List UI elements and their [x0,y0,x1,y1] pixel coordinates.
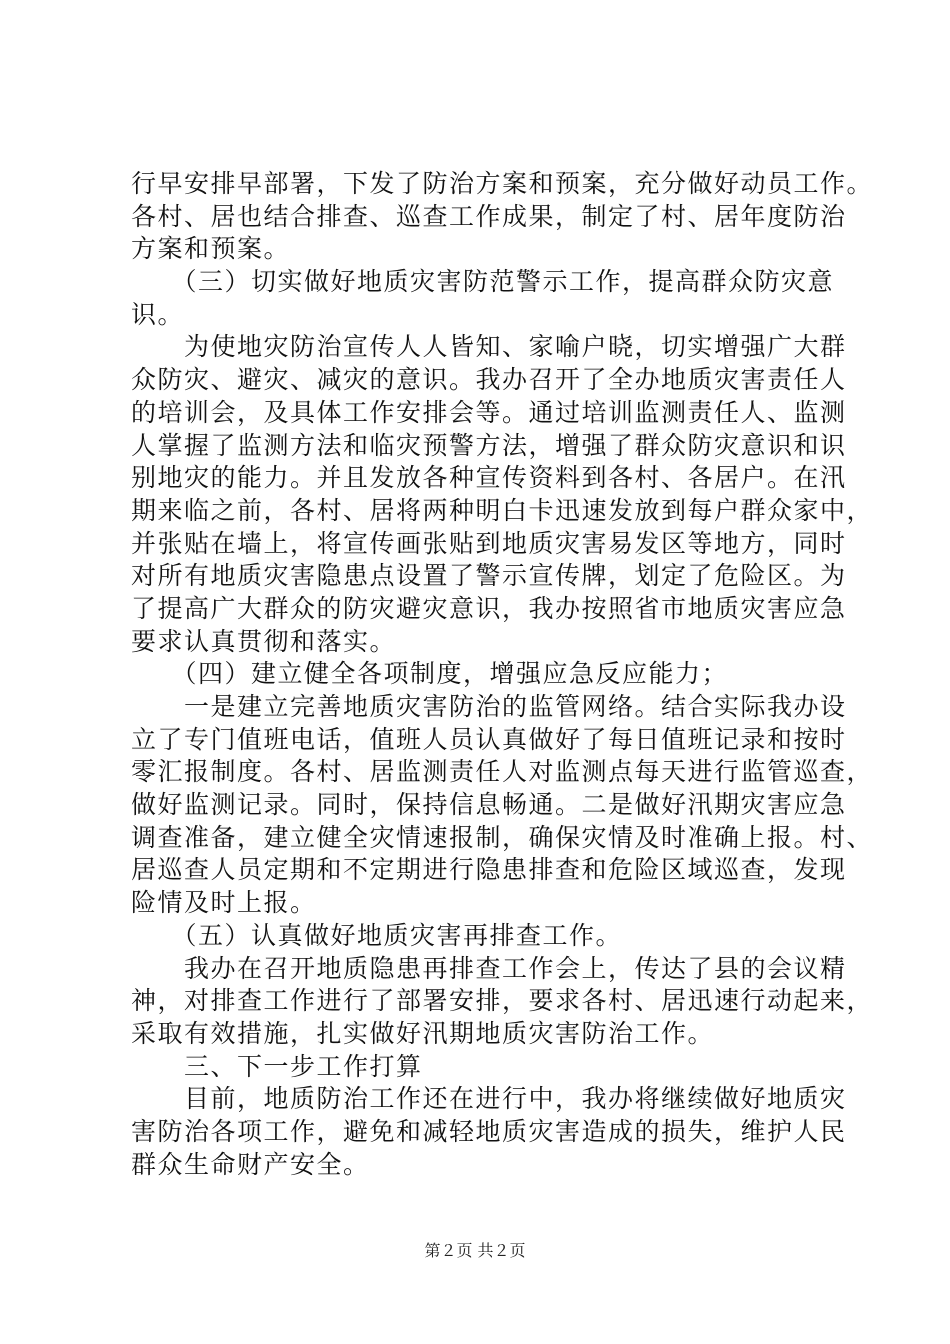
text-line: 做好监测记录。同时，保持信息畅通。二是做好汛期灾害应急 [131,790,847,820]
text-line: 各村、居也结合排查、巡查工作成果，制定了村、居年度防治 [131,201,847,231]
page-number-footer: 第２页 共２页 [424,1241,526,1260]
section-heading-next-steps: 三、下一步工作打算 [131,1051,423,1081]
text-line: 居巡查人员定期和不定期进行隐患排查和危险区域巡查，发现 [131,855,847,885]
section-heading-5: （五）认真做好地质灾害再排查工作。 [131,920,623,950]
text-line: 零汇报制度。各村、居监测责任人对监测点每天进行监管巡查， [131,757,874,787]
text-line: 方案和预案。 [131,234,291,264]
text-line: 期来临之前，各村、居将两种明白卡迅速发放到每户群众家中， [131,495,874,525]
text-line: 人掌握了监测方法和临灾预警方法，增强了群众防灾意识和识 [131,430,847,460]
text-line: 立了专门值班电话，值班人员认真做好了每日值班记录和按时 [131,724,847,754]
text-line: 了提高广大群众的防灾避灾意识，我办按照省市地质灾害应急 [131,593,847,623]
text-line: 行早安排早部署，下发了防治方案和预案，充分做好动员工作。 [131,169,874,198]
text-line: 险情及时上报。 [131,888,317,918]
text-line: 采取有效措施，扎实做好汛期地质灾害防治工作。 [131,1018,715,1048]
text-line: 我办在召开地质隐患再排查工作会上，传达了县的会议精 [131,953,847,983]
text-line: 别地灾的能力。并且发放各种宣传资料到各村、各居户。在汛 [131,463,847,493]
text-line: 群众生命财产安全。 [131,1149,370,1179]
text-line: 一是建立完善地质灾害防治的监管网络。结合实际我办设 [131,692,847,721]
document-body [131,168,874,1181]
section-heading-4: （四）建立健全各项制度，增强应急反应能力； [131,659,729,689]
text-line: 众防灾、避灾、减灾的意识。我办召开了全办地质灾害责任人 [131,365,847,395]
section-heading-3: （三）切实做好地质灾害防范警示工作，提高群众防灾意 [131,267,835,297]
text-line: 害防治各项工作，避免和减轻地质灾害造成的损失，维护人民 [131,1116,847,1146]
text-line: 的培训会，及具体工作安排会等。通过培训监测责任人、监测 [131,397,847,427]
text-line: 目前，地质防治工作还在进行中，我办将继续做好地质灾 [131,1084,847,1114]
text-line: 识。 [131,299,185,329]
text-line: 调查准备，建立健全灾情速报制，确保灾情及时准确上报。村、 [131,822,874,852]
text-line: 并张贴在墙上，将宣传画张贴到地质灾害易发区等地方，同时 [131,528,847,558]
text-line: 要求认真贯彻和落实。 [131,626,397,656]
text-line: 对所有地质灾害隐患点设置了警示宣传牌，划定了危险区。为 [131,561,847,591]
text-line: 为使地灾防治宣传人人皆知、家喻户晓，切实增强广大群 [131,332,847,362]
text-line: 神，对排查工作进行了部署安排，要求各村、居迅速行动起来， [131,986,874,1016]
